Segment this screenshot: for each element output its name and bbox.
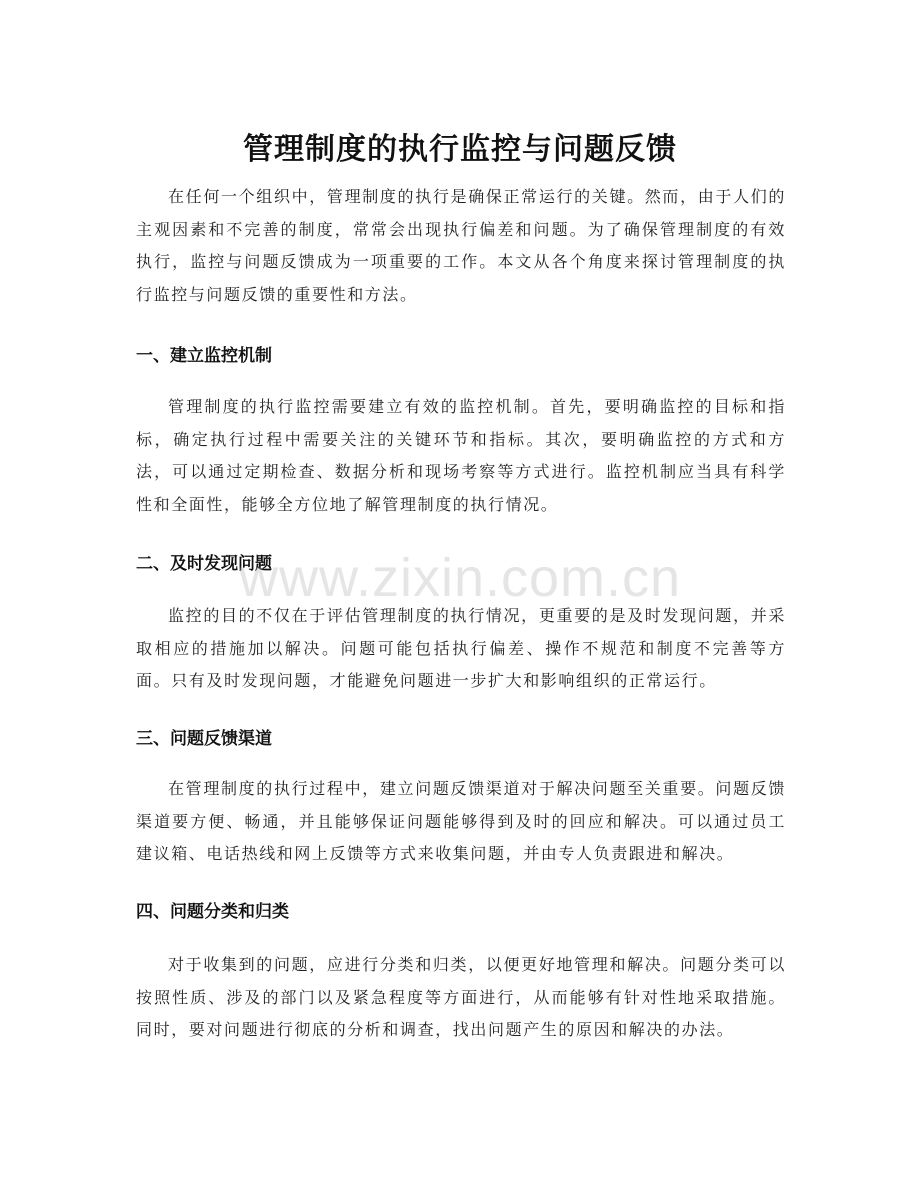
watermark: www.zixin.com.cn [238, 548, 682, 608]
section-1-body: 管理制度的执行监控需要建立有效的监控机制。首先，要明确监控的目标和指标，确定执行过程中需要关注的关键环节和指标。其次，要明确监控的方式和方法，可以通过定期检查、数据分析和现场考察等方式进行。监控机制应当具有科学性和全面性，能够全方位地了解管理制度的执行情况。 [136, 397, 786, 514]
intro-paragraph: 在任何一个组织中，管理制度的执行是确保正常运行的关键。然而，由于人们的主观因素和不完善的制度，常常会出现执行偏差和问题。为了确保管理制度的有效执行，监控与问题反馈成为一项重要的工作。本文从各个角度来探讨管理制度的执行监控与问题反馈的重要性和方法。 [136, 187, 786, 304]
section-2-body: 监控的目的不仅在于评估管理制度的执行情况，更重要的是及时发现问题，并采取相应的措施加以解决。问题可能包括执行偏差、操作不规范和制度不完善等方面。只有及时发现问题，才能避免问题进一步扩大和影响组织的正常运行。 [136, 606, 786, 690]
section-4-body: 对于收集到的问题，应进行分类和归类，以便更好地管理和解决。问题分类可以按照性质、涉及的部门以及紧急程度等方面进行，从而能够有针对性地采取措施。同时，要对问题进行彻底的分析和调查，找出问题产生的原因和解决的办法。 [136, 955, 786, 1039]
section-2-heading: 二、及时发现问题 [136, 554, 272, 574]
section-1-heading: 一、建立监控机制 [136, 346, 272, 366]
section-3-body: 在管理制度的执行过程中，建立问题反馈渠道对于解决问题至关重要。问题反馈渠道要方便、畅通，并且能够保证问题能够得到及时的回应和解决。可以通过员工建议箱、电话热线和网上反馈等方式来收集问题，并由专人负责跟进和解决。 [136, 779, 786, 863]
document-title: 管理制度的执行监控与问题反馈 [243, 132, 677, 168]
section-3-heading: 三、问题反馈渠道 [136, 729, 272, 749]
section-4-heading: 四、问题分类和归类 [136, 902, 289, 922]
